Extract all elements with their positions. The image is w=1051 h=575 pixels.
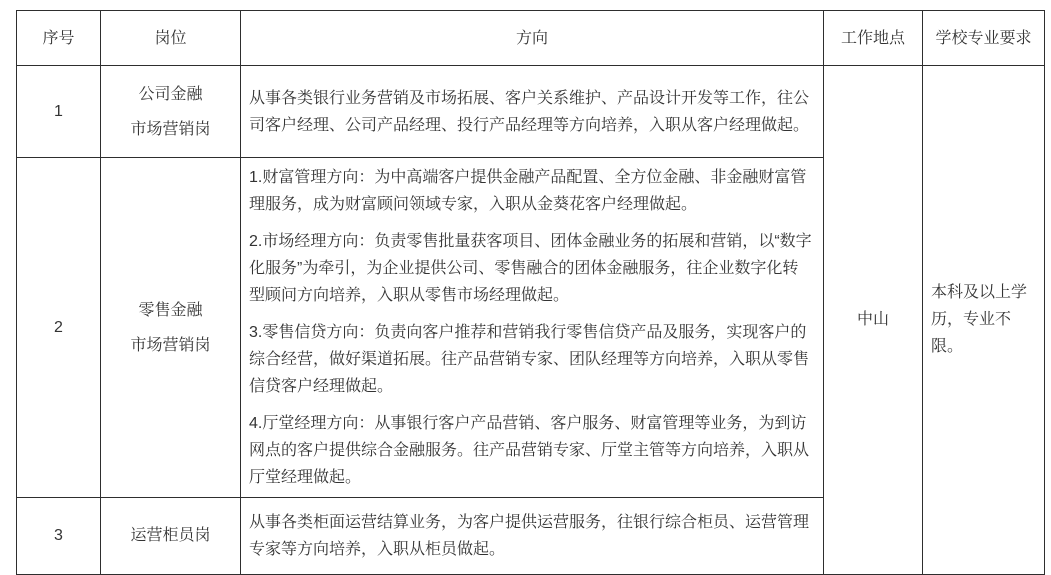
serial-number-cell: 1 bbox=[17, 66, 101, 158]
header-direction: 方向 bbox=[241, 11, 824, 66]
requirement-text: 本科及以上学历，专业不限。 bbox=[931, 284, 1028, 356]
header-work-location: 工作地点 bbox=[824, 11, 923, 66]
table-row bbox=[17, 66, 1045, 158]
position-cell bbox=[101, 498, 241, 575]
serial-number-cell: 2 bbox=[17, 158, 101, 498]
position-cell bbox=[101, 158, 241, 498]
header-position: 岗位 bbox=[101, 11, 241, 66]
job-positions-table bbox=[16, 10, 1045, 575]
direction-paragraph: 从事各类银行业务营销及市场拓展、客户关系维护、产品设计开发等工作，往公司客户经理、公司产品经理、投行产品经理等方向培养，入职从客户经理做起。 bbox=[249, 89, 810, 134]
position-line: 市场营销岗 bbox=[130, 120, 211, 138]
header-school-major-requirement: 学校专业要求 bbox=[923, 11, 1045, 66]
requirement-cell bbox=[923, 66, 1045, 575]
direction-cell bbox=[241, 66, 824, 158]
header-row bbox=[17, 11, 1045, 66]
serial-number-cell: 3 bbox=[17, 498, 101, 575]
position-cell bbox=[101, 66, 241, 158]
position-line: 市场营销岗 bbox=[130, 336, 211, 354]
direction-paragraph: 2.市场经理方向：负责零售批量获客项目、团体金融业务的拓展和营销，以“数字化服务”为牵引，为企业提供公司、零售融合的团体金融服务，往企业数字化转型顾问方向培养，入职从零售市场经理做起。 bbox=[249, 233, 812, 304]
position-line: 零售金融 bbox=[138, 301, 203, 319]
direction-paragraph: 4.厅堂经理方向：从事银行客户产品营销、客户服务、财富管理等业务，为到访网点的客户提供综合金融服务。往产品营销专家、厅堂主管等方向培养，入职从厅堂经理做起。 bbox=[249, 415, 810, 486]
position-line: 公司金融 bbox=[138, 85, 203, 103]
direction-paragraph: 1.财富管理方向：为中高端客户提供金融产品配置、全方位金融、非金融财富管理服务，成为财富顾问领域专家，入职从金葵花客户经理做起。 bbox=[249, 169, 807, 213]
work-location-cell: 中山 bbox=[824, 66, 923, 575]
direction-paragraph: 3.零售信贷方向：负责向客户推荐和营销我行零售信贷产品及服务，实现客户的综合经营，做好渠道拓展。往产品营销专家、团队经理等方向培养，入职从零售信贷客户经理做起。 bbox=[249, 324, 810, 395]
direction-cell bbox=[241, 498, 824, 575]
direction-paragraph: 从事各类柜面运营结算业务，为客户提供运营服务，往银行综合柜员、运营管理专家等方向培养，入职从柜员做起。 bbox=[249, 513, 810, 558]
direction-cell bbox=[241, 158, 824, 498]
position-line: 运营柜员岗 bbox=[130, 527, 211, 545]
header-serial-number: 序号 bbox=[17, 11, 101, 66]
